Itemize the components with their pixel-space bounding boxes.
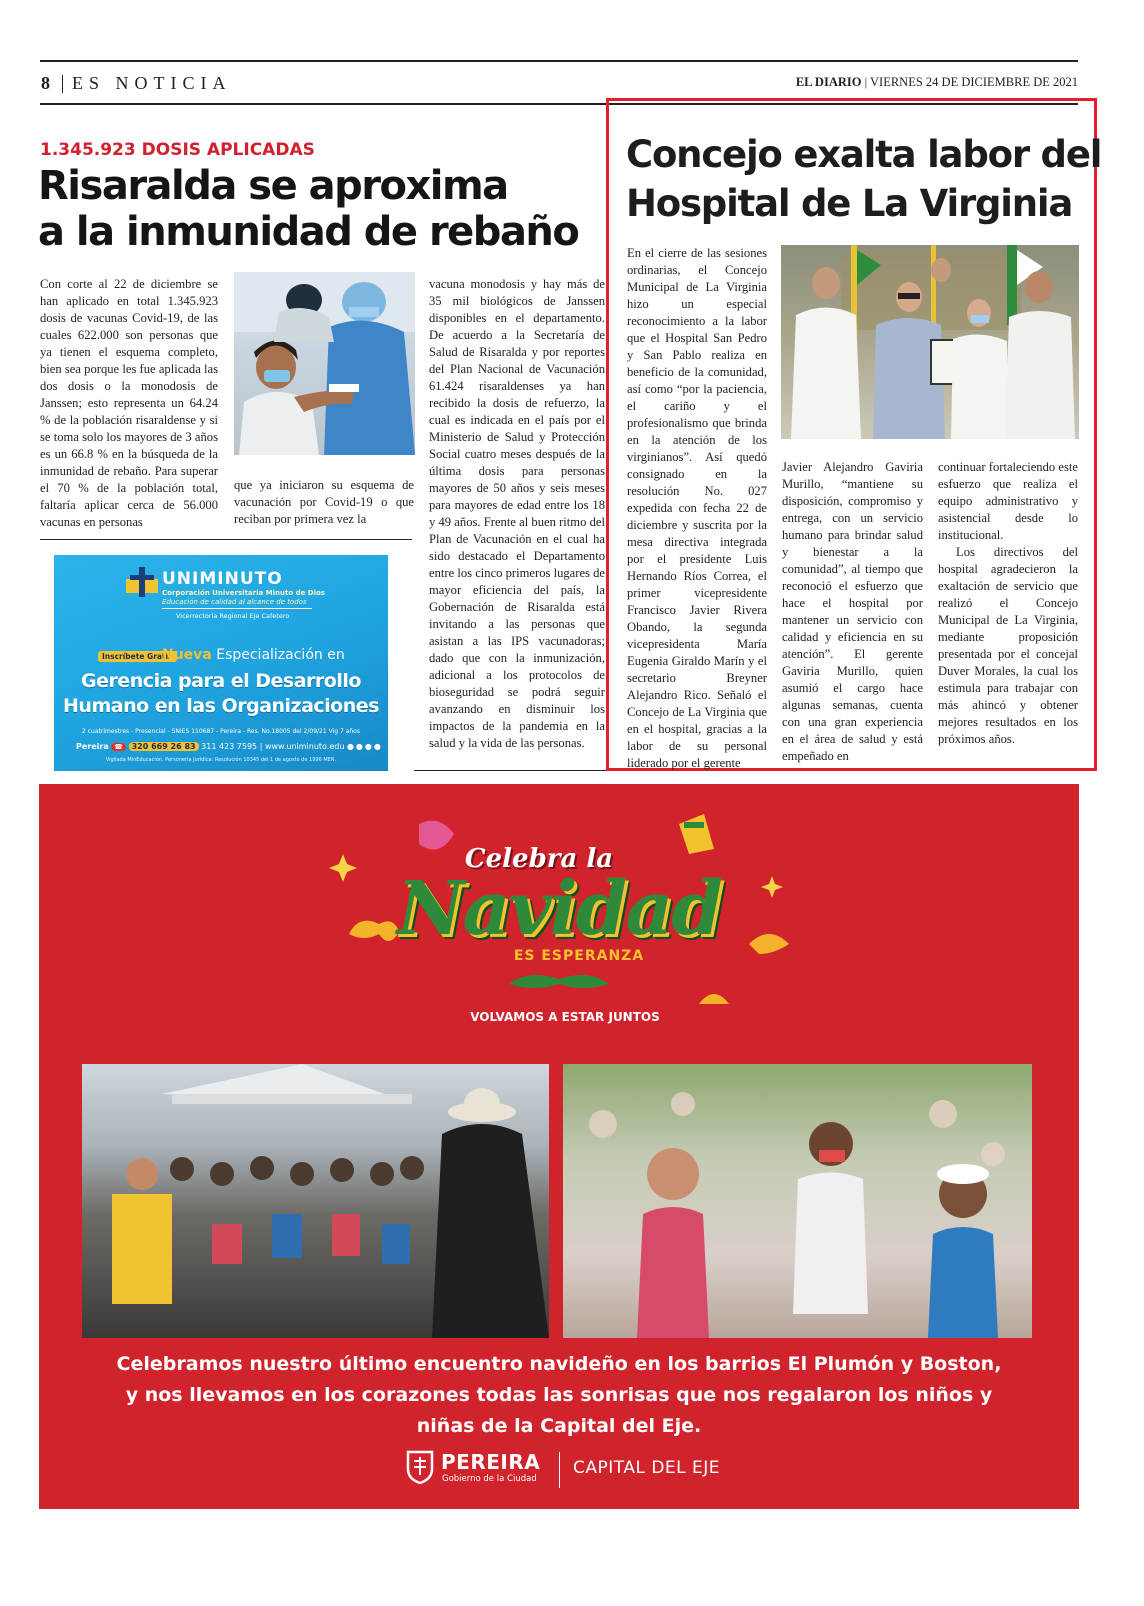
right-article-column-3 (938, 459, 1078, 748)
header-separator: | (864, 75, 868, 89)
left-article-bottom-rule (40, 539, 412, 540)
right-headline-line-1: Concejo exalta labor del (626, 133, 1102, 176)
volvamos-text: VOLVAMOS A ESTAR JUNTOS (470, 1010, 660, 1024)
especializacion-label: Especialización en (216, 647, 345, 663)
navidad-text: Navidad (396, 866, 722, 952)
christmas-ad[interactable] (39, 784, 1079, 1509)
legal-notice: Vigilada MinEducación. Personería Jurídica: Resolución 10345 del 1 de agosto de 1996 MEN. (105, 757, 337, 763)
capital-del-eje-text: CAPITAL DEL EJE (573, 1458, 721, 1478)
esperanza-text: ES ESPERANZA (513, 948, 645, 964)
header-date-line (796, 75, 1078, 90)
vaccination-illustration (234, 272, 415, 455)
pereira-shield-icon (405, 1449, 435, 1485)
program-name (54, 669, 388, 719)
inscribete-badge[interactable]: Inscríbete Gratis (98, 651, 177, 662)
article-column-3: vacuna monodosis y hay más de 35 mil biológicos de Janssen disponibles en el departamento. De acuerdo a la Secretaría de Salud de Risaralda y por reportes del Plan Nacional de Vacunación 61.424 risaraldenses ya han recibido la dosis de refuerzo, la cual es indicada en el país por el Ministerio de Salud y Protección Social cuatro meses después de la última dosis para personas mayores de 50 años y seis meses para mayores de edad entre los 18 y 49 años. Frente al buen ritmo del Plan de Vacunación en el cual ha sido destacado el Departamento entre los cinco primeros lugares de mayor eficiencia del país, la Gobernación de Risaralda está invitando a las personas que asistan a las IPS vacunadoras; dado que con la inmunización, adicional a los protocolos de bioseguridad se podrá seguir avanzando en disminuir los impactos de la pandemia en la salud y la vida de las personas. (429, 277, 605, 750)
program-details: 2 cuatrimestres - Presencial - SNIES 110687 - Pereira - Res. No.18005 del 2/09/21 Vig 7 años (82, 728, 360, 735)
phone-secondary[interactable]: 311 423 7595 (201, 742, 258, 751)
council-photo (781, 245, 1079, 439)
gobierno-text: Gobierno de la Ciudad (442, 1474, 537, 1484)
phone-city: Pereira (76, 742, 109, 751)
crowd-illustration (82, 1064, 549, 1338)
left-article-footer-rule (414, 770, 606, 771)
program-line-2: Humano en las Organizaciones (63, 695, 379, 717)
navidad-logo (39, 844, 1079, 964)
uniminuto-brand: UNIMINUTO (162, 569, 283, 589)
right-article-column-2: Javier Alejandro Gaviria Murillo, “mantiene su disposición, compromiso y entrega, con un servicio humano para brindar salud y bienestar a la comunidad”, al tiempo que reconoció el esfuerzo que hace el hospital por mantener un servicio con calidad y eficiencia en su atención”. El gerente Gaviria Murillo, quien asumió el cargo hace algunas semanas, cuenta con una gran experiencia en el área de salud y está empeñado en (782, 460, 923, 763)
website-link[interactable]: www.uniminuto.edu (264, 742, 345, 751)
right-article-column-1: En el cierre de las sesiones ordinarias, el Concejo Municipal de La Virginia hizo un especial reconocimiento a la labor que el Hospital San Pedro y San Pablo realiza en beneficio de la comunidad, así como “por la paciencia, el cariño y el profesionalismo que brinda en la atención de los virginianos”. Así quedó consignado en la resolución No. 027 expedida con fecha 22 de diciembre y suscrita por la mesa directiva integrada por el presidente Luis Hernando Ríos Correa, el primer vicepresidente Francisco Javier Rivera Obando, la segunda vicepresidenta María Eugenia Giraldo Marín y el secretario Breyner Alejandro Rico. Señaló el Concejo de La Virginia que en el hospital, gracias a la labor de su personal liderado por el gerente (627, 246, 767, 770)
article-headline (38, 163, 578, 255)
uniminuto-divider (162, 608, 312, 609)
newspaper-name: EL DIARIO (795, 75, 862, 89)
social-icons: ●●●● (346, 742, 383, 751)
nueva-label: Nueva (162, 647, 212, 663)
issue-date: VIERNES 24 DE DICIEMBRE DE 2021 (870, 75, 1078, 89)
children-illustration (563, 1064, 1032, 1338)
event-photo-children (563, 1064, 1032, 1338)
phone-icon: ☎ (111, 743, 126, 751)
right-article-headline (626, 130, 1101, 228)
uniminuto-subtitle: Corporación Universitaria Minuto de Dios (162, 589, 325, 597)
phone-primary[interactable]: 320 669 26 83 (129, 742, 199, 751)
uniminuto-region: Vicerrectoría Regional Eje Cafetero (176, 612, 290, 620)
ad-caption: Celebramos nuestro último encuentro navideño en los barrios El Plumón y Boston, y nos llevamos en los corazones todas las sonrisas que nos regalaron los niños y niñas de la Capital del Eje. (116, 1353, 1002, 1437)
headline-line-2: a la inmunidad de rebaño (38, 209, 579, 255)
right-column-3-paragraph-1: continuar fortaleciendo este esfuerzo que realiza el equipo administrativo y asistencial desde lo institucional. (938, 460, 1078, 542)
council-illustration (781, 245, 1079, 439)
right-column-3-paragraph-2: Los directivos del hospital agradecieron la exaltación de servicio que realizó el Concejo Municipal de La Virginia, mediante proposición presentada por el concejal Duver Morales, la cual los estimula para trabajar con más ahincó y obtener mejores resultados en los próximos años. (938, 545, 1078, 746)
uniminuto-logo-icon (124, 565, 160, 601)
article-column-1: Con corte al 22 de diciembre se han aplicado en total 1.345.923 dosis de vacunas Covid-19, de las cuales 622.000 son personas que ya tienen el esquema completo, bien sea porque les fue aplicada las dos dosis o la monodosis de Janssen; esto representa un 64.24 % de la población risaraldense y si se toma solo los mayores de 3 años es un 66.8 % en la búsqueda de la inmunidad de rebaño. Para superar el 70 % de la población total, faltaría aplicar cerca de 56.000 vacunas en personas (40, 277, 218, 529)
contact-line (76, 742, 383, 751)
right-headline-line-2: Hospital de La Virginia (626, 182, 1073, 225)
program-line-1: Gerencia para el Desarrollo (81, 670, 361, 692)
headline-line-1: Risaralda se aproxima (38, 163, 508, 209)
page-number-divider (62, 75, 63, 93)
contact-divider: | (259, 742, 263, 751)
section-name: ES NOTICIA (72, 73, 232, 93)
event-photo-crowd (82, 1064, 549, 1338)
article-column-2: que ya iniciaron su esquema de vacunación por Covid-19 o que reciban por primera vez la (234, 478, 414, 526)
article-kicker: 1.345.923 DOSIS APLICADAS (40, 140, 315, 160)
pereira-wordmark: PEREIRA (441, 1450, 541, 1474)
top-rule (40, 60, 1078, 62)
page-number: 8 (41, 73, 52, 93)
uniminuto-slogan: Educación de calidad al alcance de todos (162, 598, 307, 606)
logo-divider (559, 1452, 560, 1488)
celebra-text: Celebra la (464, 844, 614, 874)
vaccination-photo (234, 272, 415, 455)
uniminuto-ad[interactable] (54, 555, 388, 771)
especializacion-line (162, 647, 345, 663)
